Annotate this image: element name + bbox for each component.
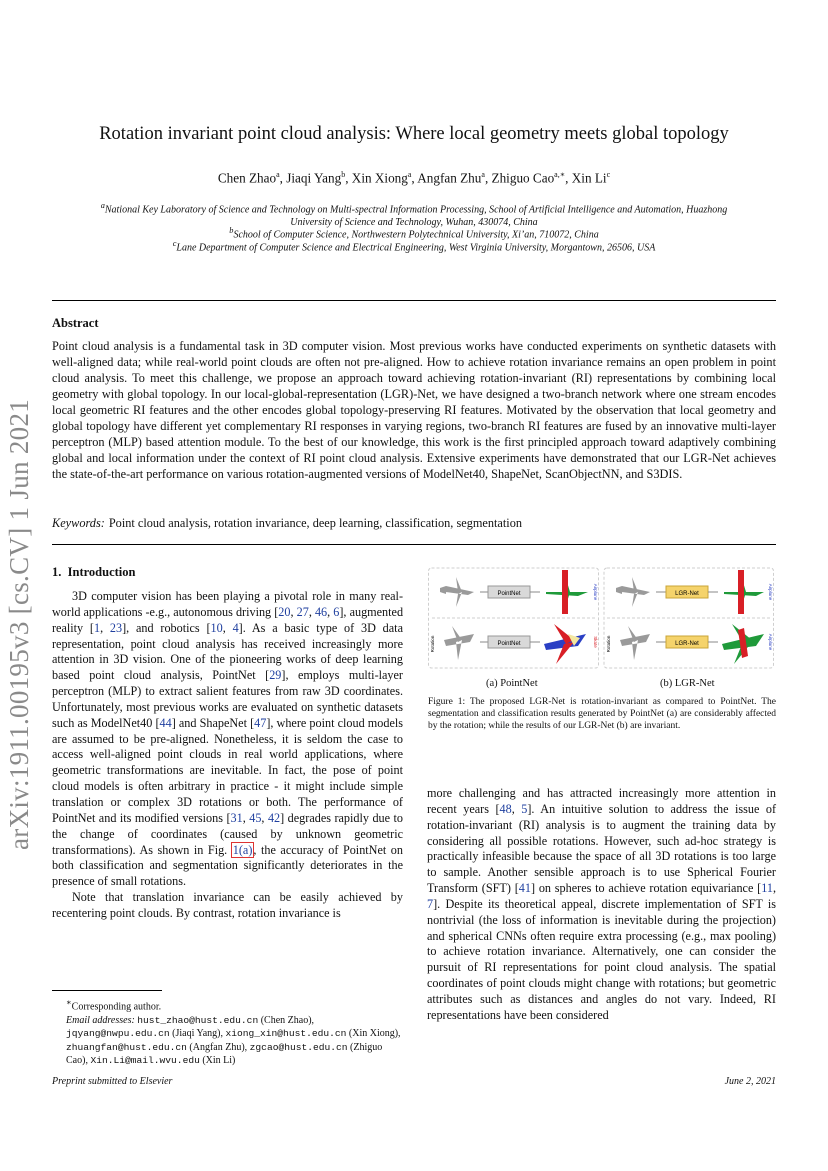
author-affil-mark: b xyxy=(341,170,346,179)
email-link[interactable]: hust_zhao@hust.edu.cn xyxy=(137,1014,259,1026)
citation-link[interactable]: 1 xyxy=(93,620,101,635)
airplane-rotated-input-icon xyxy=(620,626,650,660)
email-link[interactable]: zgcao@hust.edu.cn xyxy=(249,1041,348,1053)
airplane-seg-icon xyxy=(546,570,588,614)
airplane-rotated-seg-icon xyxy=(722,624,764,664)
citation-link[interactable]: 4 xyxy=(232,620,239,635)
author-affil-mark: a xyxy=(481,170,485,179)
lgrnet-label-top: LGR-Net xyxy=(675,591,699,597)
airplane-seg-icon xyxy=(724,570,764,614)
citation-link[interactable]: 44 xyxy=(159,715,172,730)
email-link[interactable]: jqyang@nwpu.edu.cn xyxy=(66,1028,170,1040)
citation-link[interactable]: 42 xyxy=(267,810,281,825)
right-paragraph: more challenging and has attracted increasingly more attention in recent years [48, 5]. An intuitive solution to address the issue of rotation-invariant (RI) analysis is to augment the training data by considering all possible rotations. However, such ad-hoc strategy is practically infeasible because the space of all 3D rotations is too large to sample. Another sensible approach is to use Spherical Fourier Transform (SFT) [41] on spheres to achieve rotation equivariance [11, 7]. Despite its theoretical appeal, discrete implementation of SFT is nontrivial (the loss of information is inevitable during the projection) and spherical CNNs often require extra processing (e.g., max pooling) to achieve rotation invariance. Alternatively, one can consider the pursuit of RI representations for point cloud analysis. The spatial coordinates of point clouds might change with rotations; but geometric attributes such as distances and angles do not vary. Indeed, RI representations have been considered xyxy=(427,786,777,1022)
email-owner: (Xin Li) xyxy=(199,1054,236,1066)
affiliation-c: $^c$Lane Department of Computer Science and Electrical Engineering, West Virginia University, Morgantown, 26506, USA xyxy=(172,239,656,254)
label-airplane-b1: Airplane xyxy=(768,583,773,601)
label-airplane-b2: Airplane xyxy=(768,633,773,651)
pointnet-label-bottom: PointNet xyxy=(497,641,521,647)
figure-1 xyxy=(428,564,774,672)
citation-link[interactable]: 27 xyxy=(296,604,309,619)
citation-link[interactable]: 6 xyxy=(333,604,340,619)
email-owner: (Zhiguo Cao), xyxy=(66,1041,383,1066)
label-rotation-a: Rotation xyxy=(430,635,435,653)
email-link[interactable]: xiong_xin@hust.edu.cn xyxy=(225,1028,347,1040)
abstract-text: Point cloud analysis is a fundamental task in 3D computer vision. Most previous works have conducted experiments on synthetic datasets with well-aligned data; while real-world point clouds are often not pre-aligned. How to achieve rotation invariance remains an open problem in point cloud analysis. To meet this challenge, we propose an approach toward achieving rotation-invariant (RI) representations by combining local geometry with global topology. In our local-global-representation (LGR)-Net, we have designed a two-branch network where one stream encodes local geometric RI features and the other encodes global topology-preserving RI features. Motivated by the observation that local geometry and global topology have different yet complementary RI responses in varying regions, two-branch RI features are fused by an innovative multi-layer perceptron (MLP) based attention module. To the best of our knowledge, this work is the first principled approach toward adaptively combining global and local information under the context of RI point cloud analysis. Extensive experiments have demonstrated that our LGR-Net achieves the state-of-the-art performance on various rotation-augmented versions of ModelNet40, ShapeNet, ScanObjectNN, and S3DIS. xyxy=(52,339,776,481)
citation-link[interactable]: 29 xyxy=(269,668,282,683)
pointnet-label-top: PointNet xyxy=(497,591,521,597)
footer-right: June 2, 2021 xyxy=(724,1076,776,1087)
author-name: Xin Xiong xyxy=(351,170,408,186)
airplane-rotated-seg-icon xyxy=(544,624,586,664)
corresponding-note: ∗Corresponding author. xyxy=(66,998,162,1013)
author-name: Angfan Zhu xyxy=(417,170,482,186)
right-column xyxy=(427,786,776,1024)
keywords xyxy=(52,516,522,531)
affiliation-a: $^a$National Key Laboratory of Science and Technology on Multi-spectral Information Processing, School of Artificial Intelligence and Automation, Huazhong University of Science and Technology, Wuhan, 430074, China xyxy=(100,201,728,228)
left-column xyxy=(52,589,403,922)
email-owner: (Angfan Zhu), xyxy=(186,1041,248,1053)
label-airplane-a: Airplane xyxy=(593,583,598,601)
citation-link[interactable]: 7 xyxy=(427,896,434,911)
intro-paragraph-1: 3D computer vision has been playing a pivotal role in many real-world applications -e.g., autonomous driving [20, 27, 46, 6], augmented reality [1, 23], and robotics [10, 4]. As a basic type of 3D data representation, point cloud analysis has received increasingly more attention in 3D vision. One of the pioneering works of deep learning based point cloud analysis, PointNet [29], employs multi-layer perceptron (MLP) to extract salient features from raw 3D coordinates. Unfortunately, most previous works are evaluated on synthetic datasets such as ModelNet40 [44] and ShapeNet [47], where point cloud models are assumed to be pre-aligned. Nonetheless, it is seldom the case to access well-aligned point clouds in real world applications, where geometric transformations are inevitable. In fact, the pose of point cloud models is often arbitrary in practice - it might include simple translation or complex 3D rotations or both. The performance of PointNet and its modified versions [31, 45, 42] degrades rapidly due to the change of coordinates (caused by unknown geometric transformations). As shown in Fig. 1(a), the accuracy of PointNet on both classification and segmentation significantly deteriorates in the presence of small rotations. xyxy=(52,589,404,889)
citation-link[interactable]: 11 xyxy=(761,881,773,896)
citation-link[interactable]: 31 xyxy=(230,810,243,825)
subfigure-label-a: (a) PointNet xyxy=(486,678,538,689)
citation-link[interactable]: 46 xyxy=(314,604,328,619)
citation-link[interactable]: 10 xyxy=(210,620,223,635)
author-name: Xin Li xyxy=(571,170,607,186)
keywords-text: Point cloud analysis, rotation invariance, deep learning, classification, segmentation xyxy=(108,516,523,530)
airplane-rotated-input-icon xyxy=(444,626,474,660)
author-name: Jiaqi Yang xyxy=(286,170,342,186)
citation-link[interactable]: 41 xyxy=(518,881,531,896)
citation-link[interactable]: 45 xyxy=(249,810,262,825)
lgrnet-label-bottom: LGR-Net xyxy=(675,641,699,647)
subfigure-label-b: (b) LGR-Net xyxy=(660,678,715,689)
email-owner: (Jiaqi Yang), xyxy=(169,1028,223,1040)
author-affil-mark: c xyxy=(606,170,611,179)
top-rule xyxy=(52,300,776,301)
section-heading: 1. Introduction xyxy=(52,565,136,579)
citation-link[interactable]: 23 xyxy=(109,620,123,635)
author-list: Chen Zhao$^a$, Jiaqi Yang$^b$, Xin Xiong$^a$, Angfan Zhu$^a$, Zhiguo Cao$^{a,∗}$, Xin Li$^c$ xyxy=(217,170,611,186)
panel-b xyxy=(606,570,773,664)
email-owner: (Chen Zhao), xyxy=(258,1014,315,1026)
author-affil-mark: a xyxy=(276,170,280,179)
email-link[interactable]: Xin.Li@mail.wvu.edu xyxy=(90,1054,200,1066)
email-link[interactable]: zhuangfan@hust.edu.cn xyxy=(66,1041,187,1053)
citation-link[interactable]: 5 xyxy=(521,801,528,816)
footer-left: Preprint submitted to Elsevier xyxy=(52,1076,173,1087)
author-affil-mark: a xyxy=(407,170,412,179)
citation-link[interactable]: 48 xyxy=(499,801,512,816)
citation-link[interactable]: 20 xyxy=(278,604,291,619)
figure-caption: Figure 1: The proposed LGR-Net is rotation-invariant as compared to PointNet. The segmentation and classification results generated by PointNet (a) are considerably affected by the rotation; while the results of our LGR-Net (b) are invariant. xyxy=(428,697,776,732)
figure-ref-link[interactable]: 1(a) xyxy=(232,842,253,857)
keywords-label: Keywords: xyxy=(52,516,105,530)
author-name: Zhiguo Cao xyxy=(491,170,555,186)
footnote-rule xyxy=(52,990,162,991)
paper-title: Rotation invariant point cloud analysis: Where local geometry meets global topology xyxy=(99,124,729,144)
email-owner: (Xin Xiong), xyxy=(346,1028,401,1040)
abstract-heading: Abstract xyxy=(52,316,99,330)
mid-rule xyxy=(52,544,776,545)
email-addresses: Email addresses: hust_zhao@hust.edu.cn (Chen Zhao), jqyang@nwpu.edu.cn (Jiaqi Yang), xiong_xin@hust.edu.cn (Xin Xiong), zhuangfan@hust.edu.cn (Angfan Zhu), zgcao@hust.edu.cn (Zhiguo Cao), Xin.Li@mail.wvu.edu (Xin Li) xyxy=(66,1014,401,1066)
author-affil-mark: a,∗ xyxy=(554,170,566,179)
panel-a xyxy=(430,570,598,664)
intro-paragraph-2: Note that translation invariance can be easily achieved by recentering point clouds. By contrast, rotation invariance is xyxy=(52,890,403,920)
footnote xyxy=(52,996,404,1067)
label-skate-a: Skate xyxy=(593,636,598,648)
airplane-input-icon xyxy=(440,577,474,607)
author-name: Chen Zhao xyxy=(217,170,277,186)
citation-link[interactable]: 47 xyxy=(254,715,267,730)
arxiv-stamp: arXiv:1911.00195v3 [cs.CV] 1 Jun 2021 xyxy=(4,398,34,850)
airplane-input-icon xyxy=(616,577,650,607)
affiliation-b: $^b$School of Computer Science, Northwestern Polytechnical University, Xi’an, 710072, China xyxy=(229,226,599,241)
label-rotation-b: Rotation xyxy=(606,635,611,653)
